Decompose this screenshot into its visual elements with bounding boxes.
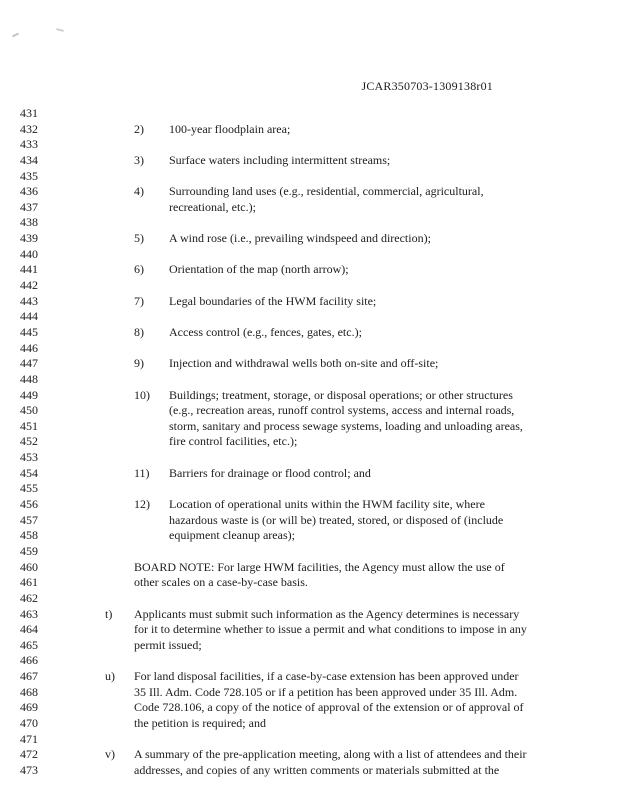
line-number: 447 — [20, 356, 38, 371]
document-line — [0, 560, 621, 576]
line-text: fire control facilities, etc.); — [169, 434, 298, 449]
line-number: 461 — [20, 575, 38, 590]
document-line — [0, 622, 621, 638]
document-line — [0, 247, 621, 263]
item-label: 4) — [134, 184, 144, 199]
line-text: Buildings; treatment, storage, or disposal operations; or other structures — [169, 387, 513, 402]
document-line — [0, 497, 621, 513]
line-content — [105, 607, 621, 623]
line-content — [105, 513, 621, 529]
line-content — [105, 716, 621, 732]
line-number: 434 — [20, 152, 38, 167]
line-text: permit issued; — [134, 637, 202, 652]
document-line — [0, 294, 621, 310]
line-number: 470 — [20, 715, 38, 730]
document-line — [0, 200, 621, 216]
document-lines — [0, 106, 621, 779]
line-content — [105, 356, 621, 372]
line-number: 465 — [20, 637, 38, 652]
line-content — [105, 403, 621, 419]
line-text: hazardous waste is (or will be) treated, stored, or disposed of (include — [169, 512, 504, 527]
line-content — [105, 747, 621, 763]
document-line — [0, 137, 621, 153]
line-number: 467 — [20, 669, 38, 684]
item-label: 7) — [134, 293, 144, 308]
document-line — [0, 231, 621, 247]
line-number: 471 — [20, 731, 38, 746]
line-content — [105, 153, 621, 169]
line-number: 446 — [20, 340, 38, 355]
line-number: 449 — [20, 387, 38, 402]
line-number: 473 — [20, 762, 38, 777]
line-number: 464 — [20, 622, 38, 637]
line-content — [105, 544, 621, 560]
line-number: 456 — [20, 497, 38, 512]
line-number: 455 — [20, 481, 38, 496]
item-label: v) — [105, 747, 115, 762]
line-text: equipment cleanup areas); — [169, 528, 295, 543]
line-text: A wind rose (i.e., prevailing windspeed and direction); — [169, 231, 431, 246]
line-content — [105, 700, 621, 716]
line-content — [105, 200, 621, 216]
document-line — [0, 638, 621, 654]
line-content — [105, 481, 621, 497]
line-content — [105, 732, 621, 748]
line-content — [105, 341, 621, 357]
line-number: 458 — [20, 528, 38, 543]
line-number: 454 — [20, 465, 38, 480]
scan-smudge-right — [56, 28, 64, 32]
item-label: 12) — [134, 497, 150, 512]
document-line — [0, 450, 621, 466]
item-label: 6) — [134, 262, 144, 277]
line-number: 433 — [20, 137, 38, 152]
line-text: BOARD NOTE: For large HWM facilities, the Agency must allow the use of — [134, 559, 505, 574]
line-number: 441 — [20, 262, 38, 277]
line-number: 443 — [20, 293, 38, 308]
document-line — [0, 309, 621, 325]
document-line — [0, 716, 621, 732]
line-number: 437 — [20, 199, 38, 214]
line-content — [105, 591, 621, 607]
item-label: 10) — [134, 387, 150, 402]
line-number: 466 — [20, 653, 38, 668]
line-number: 468 — [20, 684, 38, 699]
line-content — [105, 325, 621, 341]
line-text: (e.g., recreation areas, runoff control systems, access and internal roads, — [169, 403, 515, 418]
document-id-header: JCAR350703-1309138r01 — [361, 79, 493, 93]
document-line — [0, 403, 621, 419]
item-label: 2) — [134, 121, 144, 136]
document-line — [0, 481, 621, 497]
document-line — [0, 607, 621, 623]
document-line — [0, 215, 621, 231]
line-content — [105, 763, 621, 779]
line-number: 445 — [20, 324, 38, 339]
line-text: Surface waters including intermittent streams; — [169, 152, 391, 167]
line-text: other scales on a case-by-case basis. — [134, 575, 308, 590]
line-content — [105, 215, 621, 231]
line-text: for it to determine whether to issue a permit and what conditions to impose in any — [134, 622, 527, 637]
line-content — [105, 560, 621, 576]
document-line — [0, 388, 621, 404]
line-number: 459 — [20, 543, 38, 558]
line-content — [105, 137, 621, 153]
line-text: Legal boundaries of the HWM facility site; — [169, 293, 377, 308]
line-text: Code 728.106, a copy of the notice of approval of the extension or of approval of — [134, 700, 524, 715]
line-content — [105, 466, 621, 482]
line-text: storm, sanitary and process sewage systems, loading and unloading areas, — [169, 418, 523, 433]
document-line — [0, 434, 621, 450]
line-number: 460 — [20, 559, 38, 574]
line-content — [105, 528, 621, 544]
item-label: 3) — [134, 152, 144, 167]
document-line — [0, 419, 621, 435]
line-number: 451 — [20, 418, 38, 433]
line-number: 444 — [20, 309, 38, 324]
line-content — [105, 388, 621, 404]
line-number: 448 — [20, 371, 38, 386]
document-line — [0, 262, 621, 278]
line-text: For land disposal facilities, if a case-by-case extension has been approved under — [134, 669, 519, 684]
line-text: 100-year floodplain area; — [169, 121, 291, 136]
document-line — [0, 685, 621, 701]
document-line — [0, 575, 621, 591]
line-number: 463 — [20, 606, 38, 621]
line-content — [105, 262, 621, 278]
line-number: 453 — [20, 450, 38, 465]
line-content — [105, 231, 621, 247]
document-line — [0, 169, 621, 185]
item-label: 5) — [134, 231, 144, 246]
line-content — [105, 450, 621, 466]
line-text: Barriers for drainage or flood control; and — [169, 465, 371, 480]
line-text: Applicants must submit such information as the Agency determines is necessary — [134, 606, 520, 621]
line-content — [105, 419, 621, 435]
document-line — [0, 278, 621, 294]
item-label: 9) — [134, 356, 144, 371]
line-content — [105, 169, 621, 185]
line-text: 35 Ill. Adm. Code 728.105 or if a petition has been approved under 35 Ill. Adm. — [134, 684, 518, 699]
document-line — [0, 653, 621, 669]
line-number: 439 — [20, 231, 38, 246]
line-number: 436 — [20, 184, 38, 199]
document-line — [0, 669, 621, 685]
item-label: 8) — [134, 324, 144, 339]
document-line — [0, 544, 621, 560]
scan-smudge-left — [12, 33, 19, 38]
document-line — [0, 528, 621, 544]
line-content — [105, 294, 621, 310]
line-number: 442 — [20, 278, 38, 293]
line-text: A summary of the pre-application meeting, along with a list of attendees and their — [134, 747, 527, 762]
line-number: 450 — [20, 403, 38, 418]
line-number: 472 — [20, 747, 38, 762]
document-line — [0, 513, 621, 529]
item-label: t) — [105, 606, 113, 621]
line-text: Orientation of the map (north arrow); — [169, 262, 349, 277]
line-content — [105, 638, 621, 654]
document-line — [0, 747, 621, 763]
document-line — [0, 700, 621, 716]
item-label: 11) — [134, 465, 150, 480]
line-content — [105, 685, 621, 701]
document-line — [0, 372, 621, 388]
line-number: 457 — [20, 512, 38, 527]
line-text: addresses, and copies of any written comments or materials submitted at the — [134, 762, 500, 777]
line-number: 431 — [20, 106, 38, 120]
line-number: 438 — [20, 215, 38, 230]
line-text: Surrounding land uses (e.g., residential, commercial, agricultural, — [169, 184, 484, 199]
document-line — [0, 732, 621, 748]
document-line — [0, 341, 621, 357]
line-text: Access control (e.g., fences, gates, etc.); — [169, 324, 362, 339]
line-content — [105, 372, 621, 388]
document-line — [0, 153, 621, 169]
document-line — [0, 356, 621, 372]
line-content — [105, 278, 621, 294]
line-text: Injection and withdrawal wells both on-site and off-site; — [169, 356, 439, 371]
item-label: u) — [105, 669, 115, 684]
line-number: 462 — [20, 590, 38, 605]
line-content — [105, 622, 621, 638]
document-line — [0, 184, 621, 200]
line-number: 440 — [20, 246, 38, 261]
line-number: 432 — [20, 121, 38, 136]
line-text: Location of operational units within the HWM facility site, where — [169, 497, 485, 512]
line-content — [105, 669, 621, 685]
document-line — [0, 325, 621, 341]
document-line — [0, 591, 621, 607]
document-line — [0, 106, 621, 122]
line-number: 469 — [20, 700, 38, 715]
line-content — [105, 106, 621, 122]
line-content — [105, 434, 621, 450]
document-line — [0, 122, 621, 138]
line-content — [105, 575, 621, 591]
line-content — [105, 184, 621, 200]
document-line — [0, 763, 621, 779]
document-line — [0, 466, 621, 482]
line-text: recreational, etc.); — [169, 199, 256, 214]
line-text: the petition is required; and — [134, 715, 266, 730]
line-content — [105, 247, 621, 263]
line-content — [105, 309, 621, 325]
line-number: 452 — [20, 434, 38, 449]
line-content — [105, 653, 621, 669]
line-number: 435 — [20, 168, 38, 183]
line-content — [105, 497, 621, 513]
line-content — [105, 122, 621, 138]
